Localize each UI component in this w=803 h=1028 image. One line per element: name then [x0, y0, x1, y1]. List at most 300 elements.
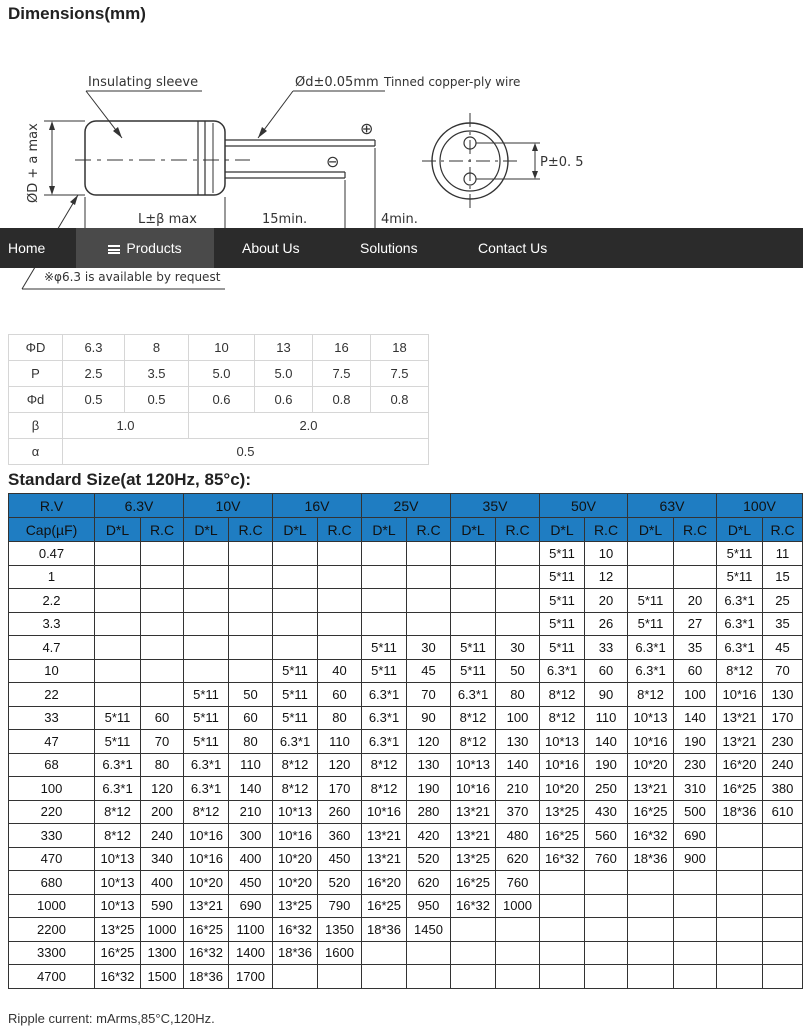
ripple-cell: [407, 589, 451, 613]
standard-size-table: [8, 493, 803, 989]
size-cell: [717, 847, 763, 871]
ripple-cell: [318, 636, 362, 660]
size-cell: [628, 965, 674, 989]
ripple-cell: [141, 659, 184, 683]
size-cell: 13*25: [273, 894, 318, 918]
dl-header: D*L: [362, 518, 407, 542]
size-cell: 13*21: [362, 824, 407, 848]
size-cell: [717, 894, 763, 918]
ripple-cell: 1450: [407, 918, 451, 942]
ripple-cell: 50: [496, 659, 540, 683]
size-cell: 16*32: [540, 847, 585, 871]
ripple-cell: 1350: [318, 918, 362, 942]
ripple-cell: 610: [763, 800, 803, 824]
pitch-label: P±0. 5: [540, 155, 584, 170]
voltage-header: 100V: [717, 494, 803, 518]
size-cell: 16*25: [628, 800, 674, 824]
ripple-cell: 370: [496, 800, 540, 824]
size-cell: 6.3*1: [451, 683, 496, 707]
ripple-cell: [496, 612, 540, 636]
size-cell: 10*20: [628, 753, 674, 777]
dimensions-heading: Dimensions(mm): [8, 4, 146, 23]
ripple-cell: [318, 542, 362, 566]
ripple-cell: [763, 894, 803, 918]
size-cell: 16*32: [273, 918, 318, 942]
dim-cell: 0.5: [63, 387, 125, 413]
size-cell: [273, 565, 318, 589]
size-cell: 6.3*1: [362, 706, 407, 730]
ripple-cell: 140: [496, 753, 540, 777]
size-cell: 13*25: [540, 800, 585, 824]
ripple-cell: [585, 965, 628, 989]
size-cell: [628, 871, 674, 895]
nav-products[interactable]: [76, 228, 214, 268]
dim-cell: 8: [125, 335, 189, 361]
ripple-cell: 210: [229, 800, 273, 824]
size-cell: 10*13: [273, 800, 318, 824]
size-cell: [273, 965, 318, 989]
size-cell: 8*12: [628, 683, 674, 707]
ripple-cell: 690: [229, 894, 273, 918]
ripple-cell: 130: [763, 683, 803, 707]
rc-header: R.C: [763, 518, 803, 542]
ripple-cell: 25: [763, 589, 803, 613]
ripple-cell: 10: [585, 542, 628, 566]
table-row: [9, 387, 429, 413]
capacitance-cell: 2.2: [9, 589, 95, 613]
ripple-cell: 480: [496, 824, 540, 848]
ripple-cell: [674, 918, 717, 942]
capacitance-cell: 4.7: [9, 636, 95, 660]
table-row: [9, 659, 803, 683]
ripple-cell: 27: [674, 612, 717, 636]
ripple-cell: [674, 965, 717, 989]
dim-cell: 7.5: [313, 361, 371, 387]
size-cell: 6.3*1: [717, 636, 763, 660]
ripple-cell: 80: [141, 753, 184, 777]
size-cell: [451, 542, 496, 566]
size-cell: 13*21: [717, 706, 763, 730]
size-cell: 5*11: [451, 636, 496, 660]
capacitance-cell: 680: [9, 871, 95, 895]
size-cell: 16*20: [362, 871, 407, 895]
size-cell: 10*20: [273, 871, 318, 895]
table-row: [9, 941, 803, 965]
size-cell: 5*11: [717, 565, 763, 589]
table-row: [9, 965, 803, 989]
nav-home-label: Home: [8, 240, 46, 256]
size-cell: 5*11: [184, 730, 229, 754]
size-cell: 5*11: [451, 659, 496, 683]
ripple-cell: [763, 941, 803, 965]
ripple-cell: 690: [674, 824, 717, 848]
size-cell: 16*25: [451, 871, 496, 895]
ripple-cell: 1600: [318, 941, 362, 965]
ripple-cell: 12: [585, 565, 628, 589]
size-cell: [362, 565, 407, 589]
size-cell: 16*32: [628, 824, 674, 848]
ripple-cell: 45: [407, 659, 451, 683]
size-cell: 13*21: [184, 894, 229, 918]
ripple-cell: 60: [141, 706, 184, 730]
voltage-header-row: [9, 494, 803, 518]
size-cell: 6.3*1: [628, 636, 674, 660]
dl-header: D*L: [95, 518, 141, 542]
ripple-cell: 260: [318, 800, 362, 824]
size-cell: 10*16: [273, 824, 318, 848]
ripple-cell: 60: [674, 659, 717, 683]
nav-contact-us[interactable]: [470, 228, 555, 268]
size-cell: 5*11: [540, 542, 585, 566]
table-row: [9, 800, 803, 824]
voltage-header: 6.3V: [95, 494, 184, 518]
size-cell: [540, 965, 585, 989]
size-cell: [184, 542, 229, 566]
size-cell: 6.3*1: [628, 659, 674, 683]
hamburger-icon: [108, 245, 120, 254]
size-cell: [362, 941, 407, 965]
ripple-cell: [674, 542, 717, 566]
dim-cell: α: [9, 439, 63, 465]
size-cell: 6.3*1: [95, 777, 141, 801]
ripple-cell: [229, 589, 273, 613]
ripple-cell: [585, 918, 628, 942]
capacitance-label: Cap(µF): [9, 518, 95, 542]
size-cell: 6.3*1: [184, 777, 229, 801]
size-cell: 16*25: [95, 941, 141, 965]
ripple-cell: 120: [141, 777, 184, 801]
size-cell: [540, 894, 585, 918]
nav-contact-label: Contact Us: [478, 240, 548, 256]
length-label: L±β max: [138, 212, 197, 227]
ripple-cell: [318, 965, 362, 989]
table-row: [9, 918, 803, 942]
size-cell: 8*12: [95, 800, 141, 824]
ripple-cell: 1000: [496, 894, 540, 918]
ripple-cell: [229, 542, 273, 566]
size-cell: 8*12: [717, 659, 763, 683]
size-cell: [451, 589, 496, 613]
size-cell: 6.3*1: [362, 730, 407, 754]
ripple-cell: 900: [674, 847, 717, 871]
ripple-cell: 500: [674, 800, 717, 824]
size-cell: 5*11: [273, 706, 318, 730]
table-row: [9, 683, 803, 707]
ripple-cell: [141, 589, 184, 613]
ripple-cell: 190: [674, 730, 717, 754]
ripple-cell: 1300: [141, 941, 184, 965]
ripple-cell: [141, 542, 184, 566]
ripple-cell: 110: [318, 730, 362, 754]
size-cell: [362, 612, 407, 636]
footnote: Ripple current: mArms,85°C,120Hz.: [8, 1011, 215, 1026]
size-cell: 6.3*1: [717, 612, 763, 636]
nav-products-label: Products: [126, 240, 182, 256]
size-cell: [628, 918, 674, 942]
table-row: [9, 730, 803, 754]
ripple-cell: 340: [141, 847, 184, 871]
dim-cell: β: [9, 413, 63, 439]
ripple-cell: 760: [585, 847, 628, 871]
size-cell: 16*25: [184, 918, 229, 942]
size-cell: [362, 965, 407, 989]
size-cell: 5*11: [273, 683, 318, 707]
size-cell: 10*20: [273, 847, 318, 871]
ripple-cell: [318, 589, 362, 613]
size-cell: 5*11: [628, 612, 674, 636]
size-cell: 8*12: [540, 683, 585, 707]
size-cell: 5*11: [184, 683, 229, 707]
dim-cell: 3.5: [125, 361, 189, 387]
ripple-cell: [496, 918, 540, 942]
size-cell: 6.3*1: [273, 730, 318, 754]
dim-cell: 0.8: [371, 387, 429, 413]
ripple-cell: [496, 941, 540, 965]
size-cell: [451, 612, 496, 636]
capacitance-cell: 0.47: [9, 542, 95, 566]
ripple-cell: 590: [141, 894, 184, 918]
ripple-cell: 50: [229, 683, 273, 707]
ripple-cell: [496, 965, 540, 989]
size-cell: [95, 612, 141, 636]
ripple-cell: 230: [763, 730, 803, 754]
size-cell: 6.3*1: [184, 753, 229, 777]
ripple-cell: [763, 824, 803, 848]
ripple-cell: [141, 612, 184, 636]
availability-note: ※φ6.3 is available by request: [44, 270, 221, 284]
ripple-cell: 1000: [141, 918, 184, 942]
ripple-cell: 400: [229, 847, 273, 871]
size-cell: [717, 871, 763, 895]
size-cell: [628, 565, 674, 589]
ripple-cell: 620: [496, 847, 540, 871]
ripple-cell: 620: [407, 871, 451, 895]
size-cell: 8*12: [95, 824, 141, 848]
ripple-cell: 40: [318, 659, 362, 683]
capacitance-cell: 3300: [9, 941, 95, 965]
size-cell: 10*13: [540, 730, 585, 754]
ripple-cell: 520: [318, 871, 362, 895]
ripple-cell: 70: [763, 659, 803, 683]
wire-diameter-label: Ød±0.05mm: [295, 75, 379, 90]
size-cell: 8*12: [362, 753, 407, 777]
size-cell: 5*11: [628, 589, 674, 613]
ripple-cell: 200: [141, 800, 184, 824]
ripple-cell: 30: [407, 636, 451, 660]
ripple-cell: 80: [318, 706, 362, 730]
size-cell: 5*11: [540, 589, 585, 613]
lead-15-label: 15min.: [262, 212, 308, 227]
nav-home[interactable]: [0, 228, 53, 268]
table-row: [9, 335, 429, 361]
capacitance-cell: 68: [9, 753, 95, 777]
ripple-cell: [674, 894, 717, 918]
ripple-cell: [496, 542, 540, 566]
ripple-cell: 15: [763, 565, 803, 589]
size-cell: 8*12: [451, 730, 496, 754]
ripple-cell: [674, 941, 717, 965]
ripple-cell: 450: [229, 871, 273, 895]
size-cell: 10*13: [95, 847, 141, 871]
size-cell: [95, 589, 141, 613]
size-cell: [95, 659, 141, 683]
ripple-cell: [229, 636, 273, 660]
ripple-cell: [496, 589, 540, 613]
size-cell: [184, 565, 229, 589]
size-cell: [95, 636, 141, 660]
size-cell: 5*11: [362, 659, 407, 683]
size-cell: 8*12: [273, 753, 318, 777]
ripple-cell: [229, 612, 273, 636]
ripple-cell: 80: [496, 683, 540, 707]
ripple-cell: [585, 871, 628, 895]
plus-icon: ⊕: [360, 119, 374, 138]
size-cell: 16*32: [95, 965, 141, 989]
ripple-cell: 190: [585, 753, 628, 777]
dim-cell: 5.0: [189, 361, 255, 387]
ripple-cell: [141, 683, 184, 707]
size-cell: [273, 636, 318, 660]
ripple-cell: 240: [141, 824, 184, 848]
size-cell: 10*20: [184, 871, 229, 895]
dim-cell: 2.0: [189, 413, 429, 439]
ripple-cell: [763, 965, 803, 989]
ripple-cell: [229, 659, 273, 683]
ripple-cell: 170: [763, 706, 803, 730]
size-cell: 10*20: [540, 777, 585, 801]
ripple-cell: 1400: [229, 941, 273, 965]
size-cell: 5*11: [95, 706, 141, 730]
ripple-cell: 20: [674, 589, 717, 613]
size-cell: [184, 589, 229, 613]
nav-about-us[interactable]: [234, 228, 308, 268]
size-cell: 13*21: [451, 824, 496, 848]
ripple-cell: 420: [407, 824, 451, 848]
ripple-cell: 280: [407, 800, 451, 824]
ripple-cell: 70: [141, 730, 184, 754]
size-cell: 5*11: [273, 659, 318, 683]
dl-header: D*L: [184, 518, 229, 542]
voltage-header: 16V: [273, 494, 362, 518]
size-cell: [362, 589, 407, 613]
size-cell: 13*21: [628, 777, 674, 801]
ripple-cell: 100: [674, 683, 717, 707]
size-cell: 10*16: [451, 777, 496, 801]
table-row: [9, 439, 429, 465]
ripple-cell: [407, 941, 451, 965]
size-cell: 8*12: [362, 777, 407, 801]
size-cell: 10*16: [184, 824, 229, 848]
size-cell: 10*13: [95, 894, 141, 918]
size-cell: 10*16: [184, 847, 229, 871]
capacitance-cell: 4700: [9, 965, 95, 989]
size-cell: 5*11: [184, 706, 229, 730]
dl-header: D*L: [451, 518, 496, 542]
capacitance-cell: 330: [9, 824, 95, 848]
size-cell: [273, 589, 318, 613]
ripple-cell: 35: [674, 636, 717, 660]
size-cell: 18*36: [184, 965, 229, 989]
size-cell: 18*36: [628, 847, 674, 871]
size-cell: 18*36: [362, 918, 407, 942]
dimension-table: [8, 334, 429, 465]
voltage-header: 50V: [540, 494, 628, 518]
dim-cell: ΦD: [9, 335, 63, 361]
diameter-label: ØD + a max: [26, 123, 41, 203]
ripple-cell: 60: [585, 659, 628, 683]
ripple-cell: 140: [585, 730, 628, 754]
ripple-cell: 430: [585, 800, 628, 824]
ripple-cell: 1100: [229, 918, 273, 942]
ripple-cell: [141, 636, 184, 660]
ripple-cell: [407, 542, 451, 566]
dim-cell: 0.8: [313, 387, 371, 413]
dim-cell: 0.6: [189, 387, 255, 413]
ripple-cell: [318, 565, 362, 589]
table-row: [9, 612, 803, 636]
capacitance-cell: 33: [9, 706, 95, 730]
size-cell: 13*21: [451, 800, 496, 824]
rc-header: R.C: [229, 518, 273, 542]
dl-header: D*L: [628, 518, 674, 542]
table-row: [9, 894, 803, 918]
size-cell: [717, 918, 763, 942]
dim-cell: 1.0: [63, 413, 189, 439]
ripple-cell: 950: [407, 894, 451, 918]
size-cell: 16*25: [362, 894, 407, 918]
dim-cell: 5.0: [255, 361, 313, 387]
nav-solutions[interactable]: [352, 228, 426, 268]
size-cell: [628, 894, 674, 918]
dim-cell: Φd: [9, 387, 63, 413]
capacitance-cell: 1: [9, 565, 95, 589]
size-cell: 18*36: [717, 800, 763, 824]
size-cell: [362, 542, 407, 566]
ripple-cell: 210: [496, 777, 540, 801]
size-cell: 18*36: [273, 941, 318, 965]
ripple-cell: 45: [763, 636, 803, 660]
ripple-cell: 30: [496, 636, 540, 660]
size-cell: 5*11: [540, 612, 585, 636]
ripple-cell: [763, 847, 803, 871]
size-cell: [540, 918, 585, 942]
dim-cell: 10: [189, 335, 255, 361]
ripple-cell: 240: [763, 753, 803, 777]
ripple-cell: 26: [585, 612, 628, 636]
minus-icon: ⊖: [326, 152, 340, 171]
size-cell: 8*12: [184, 800, 229, 824]
size-cell: [717, 824, 763, 848]
ripple-cell: 20: [585, 589, 628, 613]
capacitance-cell: 220: [9, 800, 95, 824]
ripple-cell: [674, 565, 717, 589]
ripple-cell: [141, 565, 184, 589]
table-row: [9, 636, 803, 660]
ripple-cell: 300: [229, 824, 273, 848]
size-cell: 10*13: [628, 706, 674, 730]
capacitance-cell: 22: [9, 683, 95, 707]
capacitance-cell: 47: [9, 730, 95, 754]
size-cell: [451, 565, 496, 589]
ripple-cell: 1700: [229, 965, 273, 989]
ripple-cell: 450: [318, 847, 362, 871]
dim-cell: 0.6: [255, 387, 313, 413]
size-cell: 6.3*1: [717, 589, 763, 613]
size-cell: [451, 941, 496, 965]
dim-cell: 0.5: [63, 439, 429, 465]
nav-solutions-label: Solutions: [360, 240, 418, 256]
ripple-cell: [407, 565, 451, 589]
